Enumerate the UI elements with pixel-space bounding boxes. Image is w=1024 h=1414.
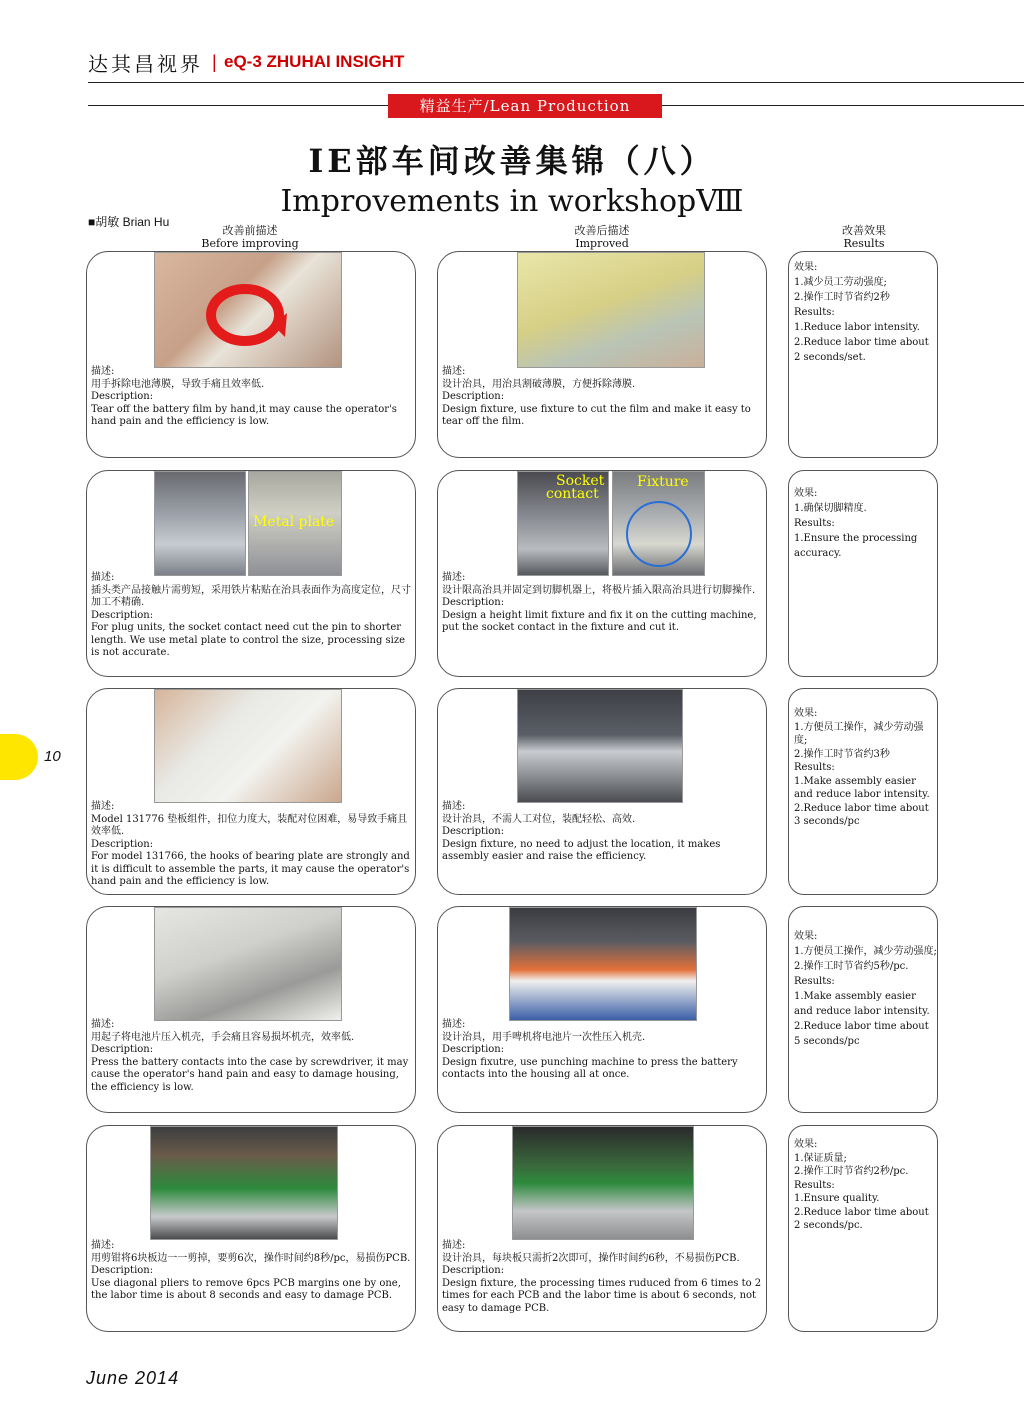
- desc-cn: 设计治具，用手啤机将电池片一次性压入机壳.: [442, 1031, 646, 1043]
- result-line: 1.Reduce labor intensity.: [794, 322, 920, 333]
- result-line: 效果:: [794, 488, 818, 499]
- desc-en: Design fixture, no need to adjust the location, it makes assembly easier and raise the efficiency.: [442, 838, 721, 862]
- result-line: 1.方便员工操作，减少劳动强度;: [794, 946, 937, 957]
- result-line: 2.Reduce labor time about 2 seconds/pc.: [794, 1206, 929, 1231]
- photo-battery-housing: [154, 907, 342, 1021]
- column-heading-after: [512, 224, 692, 250]
- before-desc-4: [91, 1019, 415, 1094]
- desc-label-en: Description:: [442, 1265, 505, 1276]
- desc-label-en: Description:: [91, 838, 154, 850]
- desc-label-en: Description:: [442, 826, 505, 837]
- after-desc-4: [442, 1019, 766, 1082]
- magazine-name-cn: 达其昌视界: [88, 52, 203, 76]
- page-tab: [0, 734, 38, 780]
- results-text-2: [794, 486, 934, 561]
- after-desc-5: [442, 1240, 766, 1315]
- photo-pliers-pcb: [150, 1126, 338, 1240]
- column-heading-after-en: Improved: [575, 237, 629, 250]
- desc-label: 描述:: [91, 1240, 115, 1251]
- highlight-circle-icon: [613, 472, 704, 575]
- desc-label: 描述:: [442, 1240, 466, 1251]
- before-desc-3: [91, 801, 415, 889]
- section-tag: 精益生产/Lean Production: [388, 94, 662, 118]
- photo-pcb-break-fixture: [512, 1126, 694, 1240]
- desc-cn: 用手拆除电池薄膜，导致手痛且效率低.: [91, 378, 265, 390]
- page-number: 10: [44, 748, 61, 765]
- desc-en: Use diagonal pliers to remove 6pcs PCB margins one by one, the labor time is about 8 seconds and easy to damage PCB.: [91, 1277, 401, 1301]
- column-heading-after-cn: 改善后描述: [574, 224, 630, 237]
- desc-label: 描述:: [442, 366, 466, 377]
- result-line: 1.Ensure quality.: [794, 1193, 880, 1204]
- result-line: 效果:: [794, 708, 818, 719]
- results-card-5: [788, 1125, 938, 1332]
- column-heading-results-cn: 改善效果: [842, 224, 886, 237]
- result-line: 2.Reduce labor time about 5 seconds/pc: [794, 1021, 929, 1047]
- photo-metal-plate: [248, 471, 342, 576]
- desc-label: 描述:: [91, 572, 115, 583]
- desc-en: Design fixture, use fixture to cut the film and make it easy to tear off the film.: [442, 403, 751, 427]
- photo-assembly-fixture: [517, 689, 683, 803]
- header-separator: |: [212, 52, 217, 72]
- before-desc-2: [91, 572, 415, 660]
- result-line: 1.保证质量;: [794, 1152, 847, 1164]
- result-line: 2.Reduce labor time about 2 seconds/set.: [794, 337, 929, 363]
- after-card-5: [437, 1125, 767, 1332]
- result-line: Results:: [794, 762, 835, 773]
- after-desc-2: [442, 572, 766, 635]
- result-line: 2.操作工时节省约2秒/pc.: [794, 1166, 909, 1177]
- column-heading-before: [160, 224, 340, 250]
- result-line: Results:: [794, 976, 835, 987]
- desc-cn: 设计限高治具并固定到切脚机器上，将极片插入限高治具进行切脚操作.: [442, 584, 756, 596]
- column-heading-before-cn: 改善前描述: [222, 224, 278, 237]
- desc-en: For model 131766, the hooks of bearing plate are strongly and it is difficult to assemble the parts, it may cause the operator's hand pain and the efficiency is low.: [91, 851, 410, 887]
- results-text-5: [794, 1138, 934, 1233]
- photo-hand-tearing-film: [154, 252, 342, 368]
- column-heading-results-en: Results: [843, 237, 885, 250]
- result-line: 1.确保切脚精度.: [794, 503, 867, 514]
- photo-punching-machine: [509, 907, 697, 1021]
- article-title-en: Improvements in workshopⅧ: [280, 184, 744, 219]
- results-text-1: [794, 260, 934, 365]
- after-desc-1: [442, 366, 764, 429]
- result-line: Results:: [794, 307, 835, 318]
- desc-en: Design fixutre, use punching machine to press the battery contacts into the housing all at once.: [442, 1056, 738, 1080]
- overlay-socket: Socket: [556, 473, 605, 489]
- result-line: Results:: [794, 518, 835, 529]
- after-card-2: [437, 470, 767, 677]
- desc-label-en: Description:: [91, 609, 154, 621]
- photo-bearing-plate-assembly: [154, 689, 342, 803]
- after-card-3: [437, 688, 767, 895]
- column-heading-before-en: Before improving: [201, 237, 299, 250]
- desc-label-en: Description:: [91, 1044, 154, 1055]
- before-desc-1: [91, 366, 413, 429]
- results-card-4: [788, 906, 938, 1113]
- results-text-3: [794, 707, 934, 829]
- results-text-4: [794, 929, 937, 1049]
- desc-cn: 设计治具，不需人工对位，装配轻松、高效.: [442, 813, 636, 825]
- desc-label-en: Description:: [442, 1044, 505, 1055]
- results-card-3: [788, 688, 938, 895]
- desc-en: Design a height limit fixture and fix it on the cutting machine, put the socket contact in the fixture and cut it.: [442, 609, 757, 633]
- desc-en: Design fixture, the processing times ruduced from 6 times to 2 times for each PCB and the labor time is about 6 seconds, not easy to damage PCB.: [442, 1277, 762, 1314]
- after-desc-3: [442, 801, 766, 864]
- result-line: 2.操作工时节省约5秒/pc.: [794, 961, 909, 972]
- result-line: 效果:: [794, 1139, 818, 1150]
- desc-cn: 设计治具，用治具割破薄膜，方便拆除薄膜.: [442, 378, 636, 390]
- desc-en: For plug units, the socket contact need cut the pin to shorter length. We use metal plate to control the size, processing size is not accurate.: [91, 622, 406, 658]
- desc-label: 描述:: [442, 572, 466, 583]
- magazine-name-en: eQ-3 ZHUHAI INSIGHT: [224, 52, 405, 71]
- results-card-2: [788, 470, 938, 677]
- result-line: Results:: [794, 1179, 835, 1191]
- before-card-2: [86, 470, 416, 677]
- result-line: 1.Make assembly easier and reduce labor intensity.: [794, 775, 930, 800]
- after-card-1: [437, 251, 767, 458]
- before-card-5: [86, 1125, 416, 1332]
- column-heading-results: [804, 224, 924, 250]
- photo-fixture-cutting-film: [517, 252, 705, 368]
- desc-cn: 设计治具，每块板只需折2次即可，操作时间约6秒，不易损伤PCB.: [442, 1252, 740, 1264]
- article-title-cn: IE部车间改善集锦（八）: [308, 142, 716, 180]
- desc-label: 描述:: [91, 1019, 115, 1030]
- photo-socket-contact: [517, 471, 609, 576]
- result-line: 2.操作工时节省约2秒: [794, 292, 890, 303]
- rotate-arrow-icon: [155, 253, 341, 367]
- author-byline: ■胡敏 Brian Hu: [88, 215, 170, 229]
- result-line: 2.操作工时节省约3秒: [794, 748, 890, 760]
- desc-label-en: Description:: [442, 391, 505, 402]
- desc-label-en: Description:: [442, 597, 505, 608]
- after-card-4: [437, 906, 767, 1113]
- before-card-3: [86, 688, 416, 895]
- result-line: 1.Ensure the processing accuracy.: [794, 533, 918, 559]
- before-desc-5: [91, 1240, 415, 1303]
- result-line: 效果:: [794, 262, 818, 273]
- before-card-4: [86, 906, 416, 1113]
- overlay-metal-plate: Metal plate: [253, 514, 335, 530]
- desc-label: 描述:: [91, 801, 115, 812]
- result-line: 1.Make assembly easier and reduce labor intensity.: [794, 991, 930, 1017]
- overlay-fixture: Fixture: [637, 474, 689, 490]
- desc-label: 描述:: [442, 1019, 466, 1030]
- desc-cn: 插头类产品接触片需剪短，采用铁片粘贴在治具表面作为高度定位，尺寸加工不精确.: [91, 584, 411, 608]
- desc-label-en: Description:: [91, 391, 154, 402]
- issue-date: June 2014: [86, 1368, 180, 1388]
- results-card-1: [788, 251, 938, 458]
- overlay-contact: contact: [546, 486, 599, 502]
- before-card-1: [86, 251, 416, 458]
- desc-label: 描述:: [442, 801, 466, 812]
- result-line: 效果:: [794, 931, 818, 942]
- desc-en: Tear off the battery film by hand,it may cause the operator's hand pain and the efficiency is low.: [91, 403, 397, 427]
- result-line: 2.Reduce labor time about 3 seconds/pc: [794, 802, 929, 827]
- photo-height-limit-fixture: [612, 471, 705, 576]
- desc-label: 描述:: [91, 366, 115, 377]
- desc-en: Press the battery contacts into the case by screwdriver, it may cause the operator's hand pain and easy to damage housing, the efficiency is low.: [91, 1056, 409, 1093]
- result-line: 1.方便员工操作，减少劳动强度;: [794, 721, 924, 746]
- desc-cn: 用剪钳将6块板边一一剪掉，要剪6次，操作时间约8秒/pc，易损伤PCB.: [91, 1252, 411, 1264]
- result-line: 1.减少员工劳动强度;: [794, 277, 887, 288]
- desc-label-en: Description:: [91, 1265, 154, 1276]
- header-rule: [88, 82, 1024, 83]
- desc-cn: Model 131776 垫板组件，扣位力度大，装配对位困难，易导致手痛且效率低.: [91, 813, 408, 837]
- desc-cn: 用起子将电池片压入机壳，手会痛且容易损坏机壳，效率低.: [91, 1031, 355, 1043]
- photo-plug-fixture: [154, 471, 246, 576]
